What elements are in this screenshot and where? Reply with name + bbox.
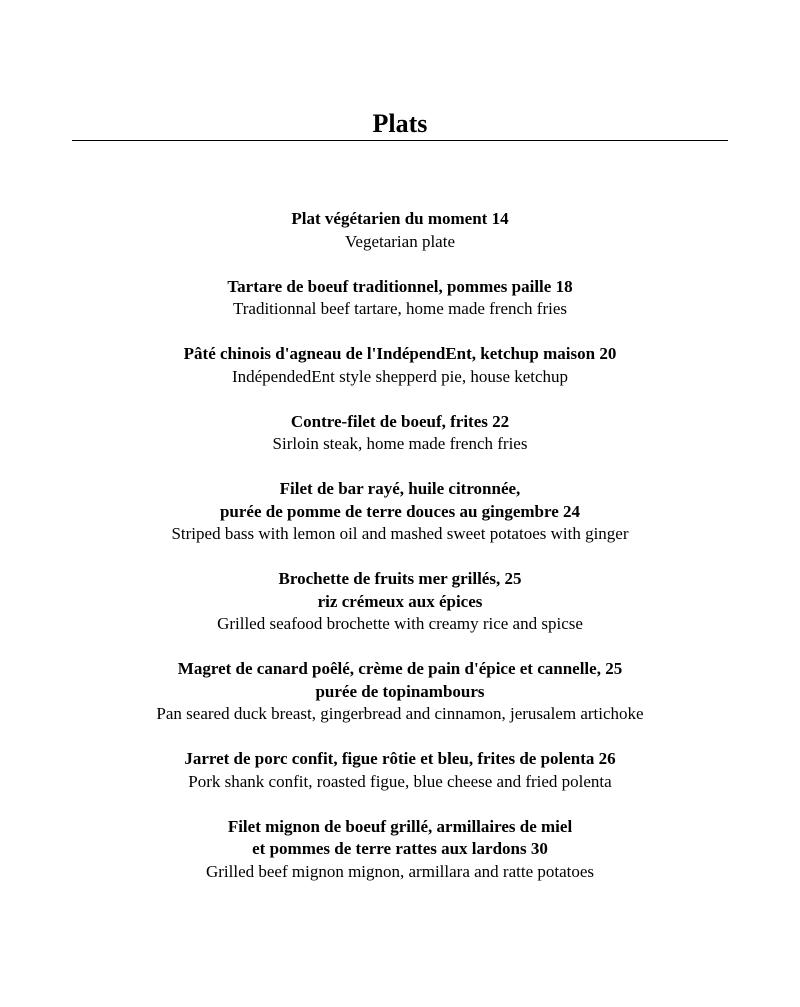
dish-name-fr: Brochette de fruits mer grillés, 25 [278, 569, 522, 588]
dish-description-en: Vegetarian plate [345, 231, 455, 251]
menu-list [0, 208, 800, 906]
dish-name-fr-continued: purée de topinambours [315, 681, 485, 701]
dish-name-fr: Pâté chinois d'agneau de l'IndépendEnt, ketchup maison 20 [183, 344, 617, 363]
menu-item [0, 478, 800, 546]
menu-item [0, 658, 800, 726]
dish-description-en: Grilled beef mignon mignon, armillara and ratte potatoes [205, 861, 595, 881]
menu-item [0, 411, 800, 456]
dish-name-fr: Tartare de boeuf traditionnel, pommes paille 18 [227, 276, 573, 296]
dish-name-fr: Filet de bar rayé, huile citronnée, [279, 479, 521, 498]
dish-description-en: Sirloin steak, home made french fries [272, 434, 528, 453]
title-divider [72, 140, 728, 141]
dish-description-en: Pork shank confit, roasted figue, blue cheese and fried polenta [188, 771, 612, 791]
menu-item [0, 276, 800, 321]
dish-name-fr: Magret de canard poêlé, crème de pain d'épice et cannelle, 25 [177, 659, 623, 678]
menu-item [0, 208, 800, 253]
menu-item [0, 748, 800, 793]
dish-name-fr: Plat végétarien du moment 14 [291, 209, 509, 228]
dish-name-fr: Contre-filet de boeuf, frites 22 [290, 411, 510, 431]
menu-item [0, 816, 800, 884]
dish-name-fr-continued: et pommes de terre rattes aux lardons 30 [252, 839, 548, 858]
dish-description-en: Striped bass with lemon oil and mashed sweet potatoes with ginger [171, 524, 629, 543]
dish-name-fr: Jarret de porc confit, figue rôtie et bleu, frites de polenta 26 [184, 749, 616, 768]
dish-name-fr-continued: purée de pomme de terre douces au gingembre 24 [219, 501, 581, 521]
dish-description-en: Pan seared duck breast, gingerbread and cinnamon, jerusalem artichoke [156, 704, 644, 723]
dish-name-fr-continued: riz crémeux aux épices [317, 591, 483, 611]
dish-description-en: Grilled seafood brochette with creamy rice and spicse [217, 614, 583, 633]
dish-description-en: Traditionnal beef tartare, home made french fries [232, 299, 568, 318]
menu-item [0, 343, 800, 388]
dish-name-fr: Filet mignon de boeuf grillé, armillaires de miel [227, 816, 573, 836]
dish-description-en: IndépendedEnt style shepperd pie, house ketchup [231, 366, 569, 386]
menu-item [0, 568, 800, 636]
page-title: Plats [372, 109, 428, 138]
